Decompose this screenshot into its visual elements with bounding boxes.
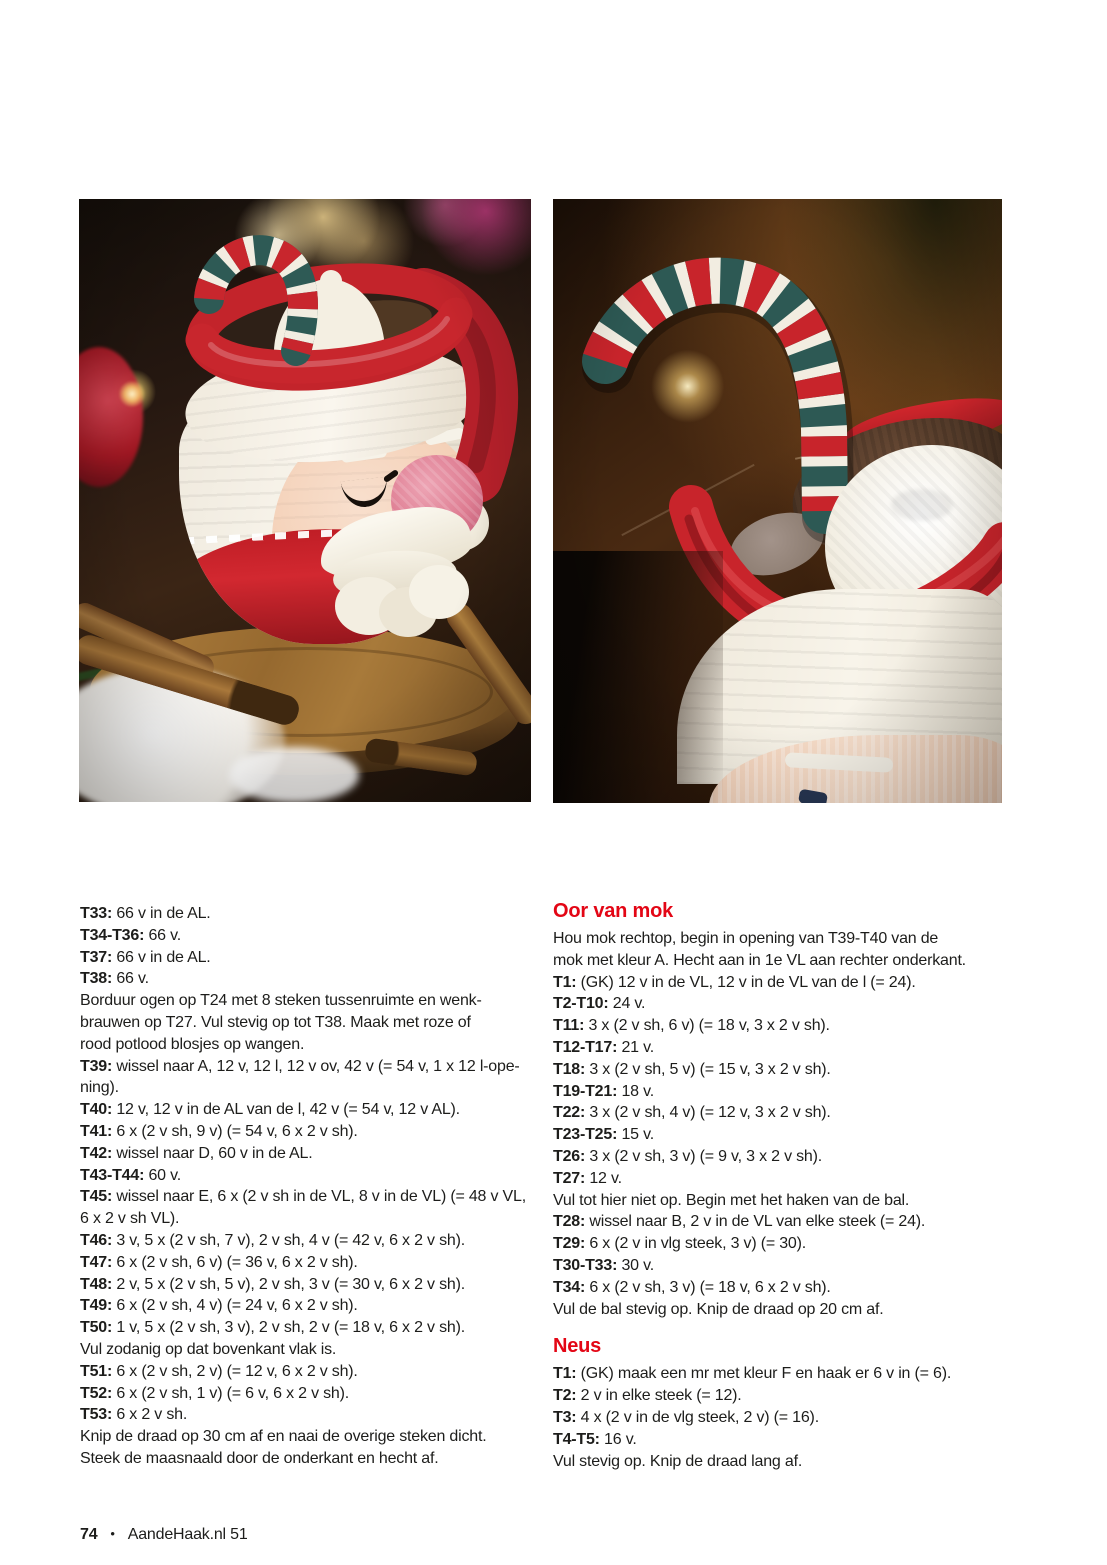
pattern-line: Borduur ogen op T24 met 8 steken tussenruimte en wenk-: [80, 992, 482, 1010]
pattern-line: T40: 12 v, 12 v in de AL van de l, 42 v (= 54 v, 12 v AL).: [80, 1101, 460, 1119]
pattern-line: T34: 6 x (2 v sh, 3 v) (= 18 v, 6 x 2 v sh).: [553, 1278, 831, 1296]
pattern-line: T41: 6 x (2 v sh, 9 v) (= 54 v, 6 x 2 v sh).: [80, 1122, 358, 1140]
pattern-line: T4-T5: 16 v.: [553, 1430, 637, 1448]
pattern-line: Vul tot hier niet op. Begin met het haken van de bal.: [553, 1191, 910, 1209]
section-heading-oor-van-mok: Oor van mok: [553, 900, 674, 922]
photo-vignette: [553, 199, 1002, 803]
section-heading-neus: Neus: [553, 1335, 602, 1358]
pattern-lines: [80, 903, 526, 1470]
pattern-line: T23-T25: 15 v.: [553, 1126, 654, 1144]
pattern-line: Hou mok rechtop, begin in opening van T39-T40 van de: [553, 930, 939, 947]
pattern-line: T3: 4 x (2 v in de vlg steek, 2 v) (= 16).: [553, 1408, 819, 1426]
pattern-line: T51: 6 x (2 v sh, 2 v) (= 12 v, 6 x 2 v sh).: [80, 1362, 358, 1380]
photo-handle-closeup: [553, 199, 1002, 803]
left-pattern-column: [80, 903, 526, 1470]
pattern-line: T34-T36: 66 v.: [80, 926, 181, 944]
pattern-line: T39: wissel naar A, 12 v, 12 l, 12 v ov, 42 v (= 54 v, 1 x 12 l-ope-: [80, 1057, 520, 1075]
pattern-line: T49: 6 x (2 v sh, 4 v) (= 24 v, 6 x 2 v sh).: [80, 1297, 358, 1315]
pattern-line: T2-T10: 24 v.: [553, 995, 646, 1013]
pattern-line: T1: (GK) 12 v in de VL, 12 v in de VL van de l (= 24).: [553, 973, 916, 991]
pattern-line: T47: 6 x (2 v sh, 6 v) (= 36 v, 6 x 2 v sh).: [80, 1253, 358, 1271]
pattern-line: Vul de bal stevig op. Knip de draad op 20 cm af.: [553, 1300, 884, 1318]
pattern-line: T37: 66 v in de AL.: [80, 948, 211, 966]
photo-santa-mug: [79, 199, 531, 802]
pattern-line: ning).: [80, 1079, 119, 1097]
pattern-line: T22: 3 x (2 v sh, 4 v) (= 12 v, 3 x 2 v sh).: [553, 1104, 831, 1122]
pattern-line: T42: wissel naar D, 60 v in de AL.: [80, 1144, 313, 1162]
pattern-line: Vul zodanig op dat bovenkant vlak is.: [80, 1340, 337, 1358]
pattern-line: Vul stevig op. Knip de draad lang af.: [553, 1452, 803, 1470]
pattern-line: T11: 3 x (2 v sh, 6 v) (= 18 v, 3 x 2 v sh).: [553, 1017, 830, 1035]
footer-bullet: •: [110, 1526, 115, 1541]
pattern-line: T12-T17: 21 v.: [553, 1038, 654, 1056]
pattern-line: T50: 1 v, 5 x (2 v sh, 3 v), 2 v sh, 2 v (= 18 v, 6 x 2 v sh).: [80, 1319, 465, 1337]
page-number: 74: [80, 1526, 98, 1543]
pattern-line: T45: wissel naar E, 6 x (2 v sh in de VL, 8 v in de VL) (= 48 v VL,: [80, 1188, 526, 1206]
pattern-line: mok met kleur A. Hecht aan in 1e VL aan rechter onderkant.: [553, 951, 966, 969]
pattern-line: T27: 12 v.: [553, 1169, 622, 1187]
pattern-line: T52: 6 x (2 v sh, 1 v) (= 6 v, 6 x 2 v sh).: [80, 1384, 349, 1402]
pattern-line: T48: 2 v, 5 x (2 v sh, 5 v), 2 v sh, 3 v (= 30 v, 6 x 2 v sh).: [80, 1275, 465, 1293]
pattern-line: T26: 3 x (2 v sh, 3 v) (= 9 v, 3 x 2 v sh).: [553, 1147, 822, 1165]
pattern-line: T2: 2 v in elke steek (= 12).: [553, 1387, 742, 1405]
pattern-line: brauwen op T27. Vul stevig op tot T38. Maak met roze of: [80, 1013, 471, 1031]
pattern-line: T33: 66 v in de AL.: [80, 905, 211, 922]
pattern-line: T1: (GK) maak een mr met kleur F en haak er 6 v in (= 6).: [553, 1365, 952, 1383]
pattern-line: Steek de maasnaald door de onderkant en hecht af.: [80, 1449, 439, 1467]
right-pattern-column: [553, 899, 966, 1472]
photo-vignette: [79, 199, 531, 802]
pattern-line: T46: 3 v, 5 x (2 v sh, 7 v), 2 v sh, 4 v (= 42 v, 6 x 2 v sh).: [80, 1231, 465, 1249]
page-footer: [80, 1526, 248, 1544]
pattern-line: T28: wissel naar B, 2 v in de VL van elke steek (= 24).: [553, 1213, 926, 1231]
pattern-line: rood potlood blosjes op wangen.: [80, 1035, 305, 1053]
pattern-line: T29: 6 x (2 v in vlg steek, 3 v) (= 30).: [553, 1235, 806, 1253]
pattern-line: T18: 3 x (2 v sh, 5 v) (= 15 v, 3 x 2 v sh).: [553, 1060, 831, 1078]
pattern-lines: [553, 928, 966, 1320]
pattern-line: 6 x 2 v sh VL).: [80, 1210, 180, 1228]
magazine-name: AandeHaak.nl 51: [127, 1526, 248, 1543]
pattern-line: T53: 6 x 2 v sh.: [80, 1406, 188, 1424]
pattern-line: T38: 66 v.: [80, 970, 149, 988]
pattern-line: T19-T21: 18 v.: [553, 1082, 654, 1100]
pattern-line: T43-T44: 60 v.: [80, 1166, 181, 1184]
pattern-line: Knip de draad op 30 cm af en naai de overige steken dicht.: [80, 1428, 487, 1446]
pattern-lines: [553, 1363, 966, 1472]
pattern-line: T30-T33: 30 v.: [553, 1256, 654, 1274]
